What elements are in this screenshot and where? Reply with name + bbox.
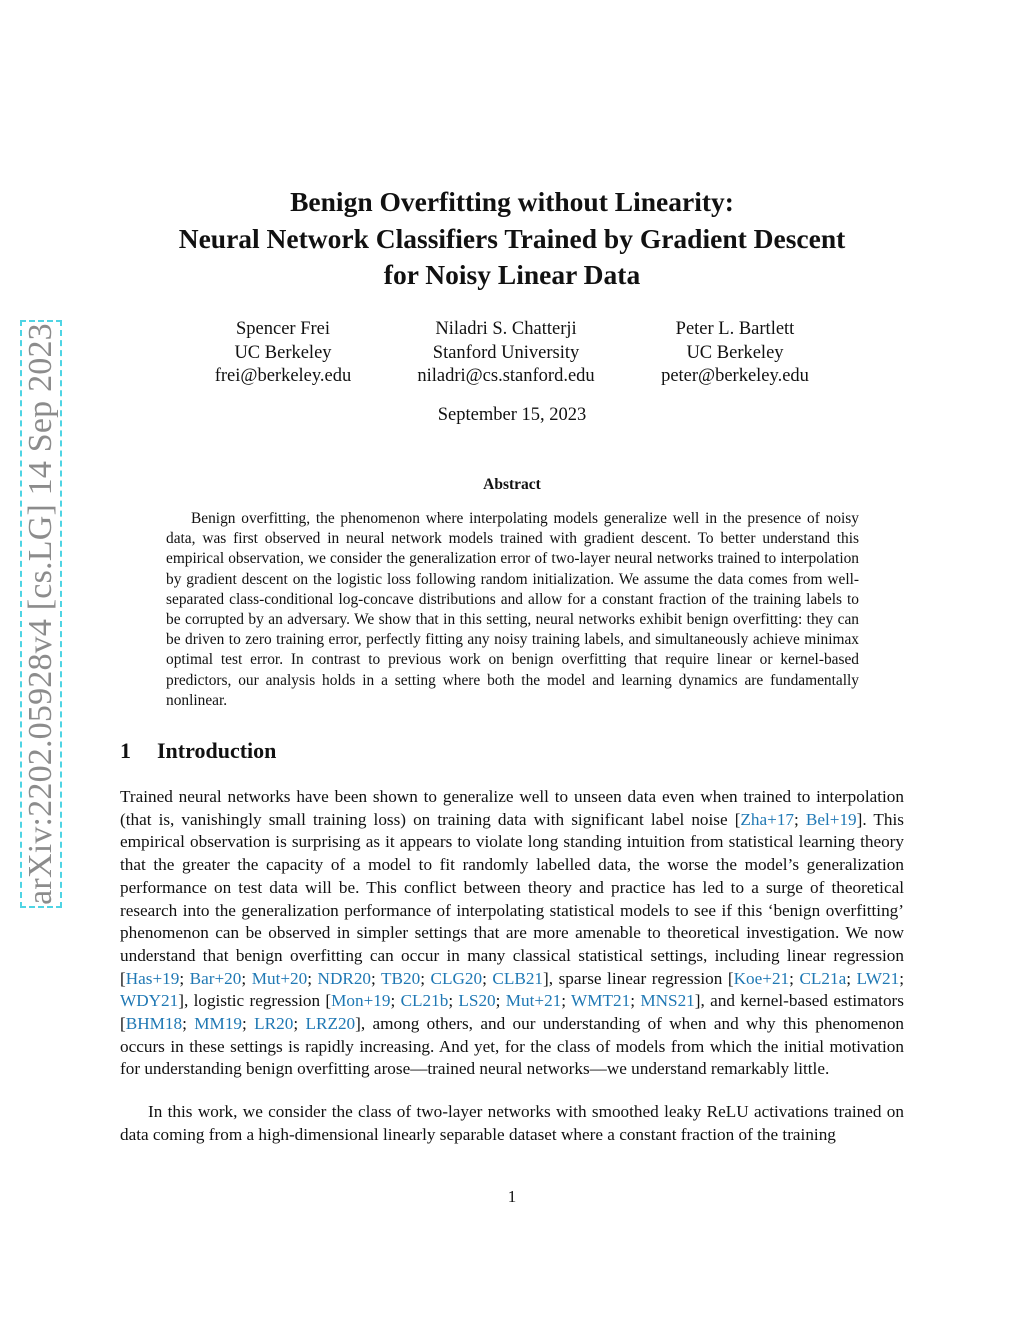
section-number: 1: [120, 738, 131, 763]
publication-date: September 15, 2023: [437, 405, 587, 425]
author-email: niladri@cs.stanford.edu: [417, 366, 595, 386]
author-email: frei@berkeley.edu: [214, 366, 352, 386]
paragraph-text: Trained neural networks have been shown to generalize well to unseen data even when trained to interpolation (that is, vanishingly small training loss) on training data with significant label noise [: [120, 787, 904, 829]
citation-link[interactable]: Mut+20: [251, 968, 308, 988]
intro-paragraph-1: Trained neural networks have been shown to generalize well to unseen data even when trained to interpolation (that is, vanishingly small training loss) on training data with significant label noise [Zha+17; Bel+19]. This empirical observation is surprising as it appears to violate long standing intuition from statistical learning theory that the greater the capacity of a model to fit randomly labelled data, the worse the model’s generalization performance on test data will be. This conflict between theory and practice has led to a surge of theoretical research into the generalization performance of interpolating statistical models to see if this ‘benign overfitting’ phenomenon can be observed in simpler settings that are more amenable to theoretical investigation. We now understand that benign overfitting can occur in many classical statistical settings, including linear regression [Has+19; Bar+20; Mut+20; NDR20; TB20; CLG20; CLB21], sparse linear regression [Koe+21; CL21a; LW21; WDY21], logistic regression [Mon+19; CL21b; LS20; Mut+21; WMT21; MNS21], and kernel-based estimators [BHM18; MM19; LR20; LRZ20], among others, and our understanding of when and why this phenomenon occurs in these settings is rapidly increasing. And yet, for the class of models from which the initial motivation for understanding benign overfitting arose—trained neural networks—we understand remarkably little.: [120, 787, 905, 1079]
citation-link[interactable]: NDR20: [317, 968, 372, 988]
citation-link[interactable]: Mon+19: [331, 991, 391, 1011]
paragraph-text: ], sparse linear regression [: [543, 968, 734, 988]
citation-link[interactable]: Bel+19: [805, 809, 857, 829]
citation-link[interactable]: LRZ20: [305, 1014, 356, 1034]
citation-link[interactable]: MNS21: [640, 991, 695, 1011]
citation-link[interactable]: MM19: [194, 1014, 243, 1034]
arxiv-identifier-stamp: arXiv:2202.05928v4 [cs.LG] 14 Sep 2023: [22, 323, 59, 905]
author-affiliation: UC Berkeley: [234, 342, 332, 363]
citation-link[interactable]: CL21a: [799, 968, 847, 988]
citation-separator: ;: [794, 809, 806, 829]
author-block-2: [391, 318, 621, 389]
section-heading-introduction: [120, 738, 276, 764]
citation-link[interactable]: BHM18: [125, 1014, 183, 1034]
author-name: Niladri S. Chatterji: [435, 319, 577, 339]
citation-link[interactable]: Koe+21: [733, 968, 790, 988]
section-title: Introduction: [157, 738, 277, 763]
title-line-2: Neural Network Classifiers Trained by Gradient Descent: [178, 222, 846, 254]
abstract-heading: Abstract: [483, 476, 541, 493]
citation-link[interactable]: LW21: [856, 968, 900, 988]
citation-link[interactable]: WMT21: [571, 991, 631, 1011]
citation-link[interactable]: CLB21: [492, 968, 544, 988]
author-affiliation: Stanford University: [432, 342, 580, 363]
citation-link[interactable]: Zha+17: [740, 809, 795, 829]
citation-link[interactable]: Mut+21: [505, 991, 562, 1011]
paragraph-text: ]. This empirical observation is surprising as it appears to violate long standing intuition from statistical learning theory that the greater the capacity of a model to fit randomly labelled data, the worse the model’s generalization performance on test data will be. This conflict between theory and practice has led to a surge of theoretical research into the generalization performance of interpolating statistical models to see if this ‘benign overfitting’ phenomenon can be observed in simpler settings that are more amenable to theoretical investigation. We now understand that benign overfitting can occur in many classical statistical settings, including linear regression [: [120, 809, 904, 988]
paragraph-text: ], among others, and our understanding of when and why this phenomenon occurs in these settings is rapidly increasing. And yet, for the class of models from which the initial motivation for understanding benign overfitting arose—trained neural networks—we understand remarkably little.: [120, 1014, 905, 1079]
intro-paragraph-2: In this work, we consider the class of two-layer networks with smoothed leaky ReLU activations trained on data coming from a high-dimensional linearly separable dataset where a constant fraction of the training: [120, 1102, 904, 1144]
title-line-1: Benign Overfitting without Linearity:: [290, 186, 734, 217]
abstract-text: Benign overfitting, the phenomenon where interpolating models generalize well in the presence of noisy data, was first observed in neural network models trained with gradient descent. To better understand this empirical observation, we consider the generalization error of two-layer neural networks trained to interpolation by gradient descent on the logistic loss following random initialization. We assume the data comes from well-separated class-conditional log-concave distributions and allow for a constant fraction of the training labels to be corrupted by an adversary. We show that in this setting, neural networks exhibit benign overfitting: they can be driven to zero training error, perfectly fitting any noisy training labels, and simultaneously achieve minimax optimal test error. In contrast to previous work on benign overfitting that require linear or kernel-based predictors, our analysis holds in a setting where both the model and learning dynamics are fundamentally nonlinear.: [166, 510, 859, 709]
author-block-3: [620, 318, 850, 389]
title-line-3: for Noisy Linear Data: [383, 259, 641, 290]
citation-link[interactable]: CL21b: [400, 991, 449, 1011]
page-number: 1: [507, 1187, 517, 1206]
citation-link[interactable]: CLG20: [430, 968, 483, 988]
citation-link[interactable]: WDY21: [120, 991, 179, 1011]
citation-link[interactable]: Bar+20: [189, 968, 242, 988]
paragraph-text: ], and kernel-based estimators [: [120, 991, 904, 1034]
author-affiliation: UC Berkeley: [686, 342, 784, 363]
author-name: Peter L. Bartlett: [675, 319, 795, 339]
author-block-1: [168, 318, 398, 389]
citation-link[interactable]: LR20: [254, 1014, 294, 1034]
citation-link[interactable]: LS20: [458, 991, 496, 1011]
author-name: Spencer Frei: [235, 319, 330, 339]
citation-link[interactable]: Has+19: [125, 968, 180, 988]
author-email: peter@berkeley.edu: [661, 366, 809, 386]
paragraph-text: ], logistic regression [: [178, 991, 332, 1011]
paper-title: [112, 184, 912, 294]
citation-link[interactable]: TB20: [381, 968, 421, 988]
